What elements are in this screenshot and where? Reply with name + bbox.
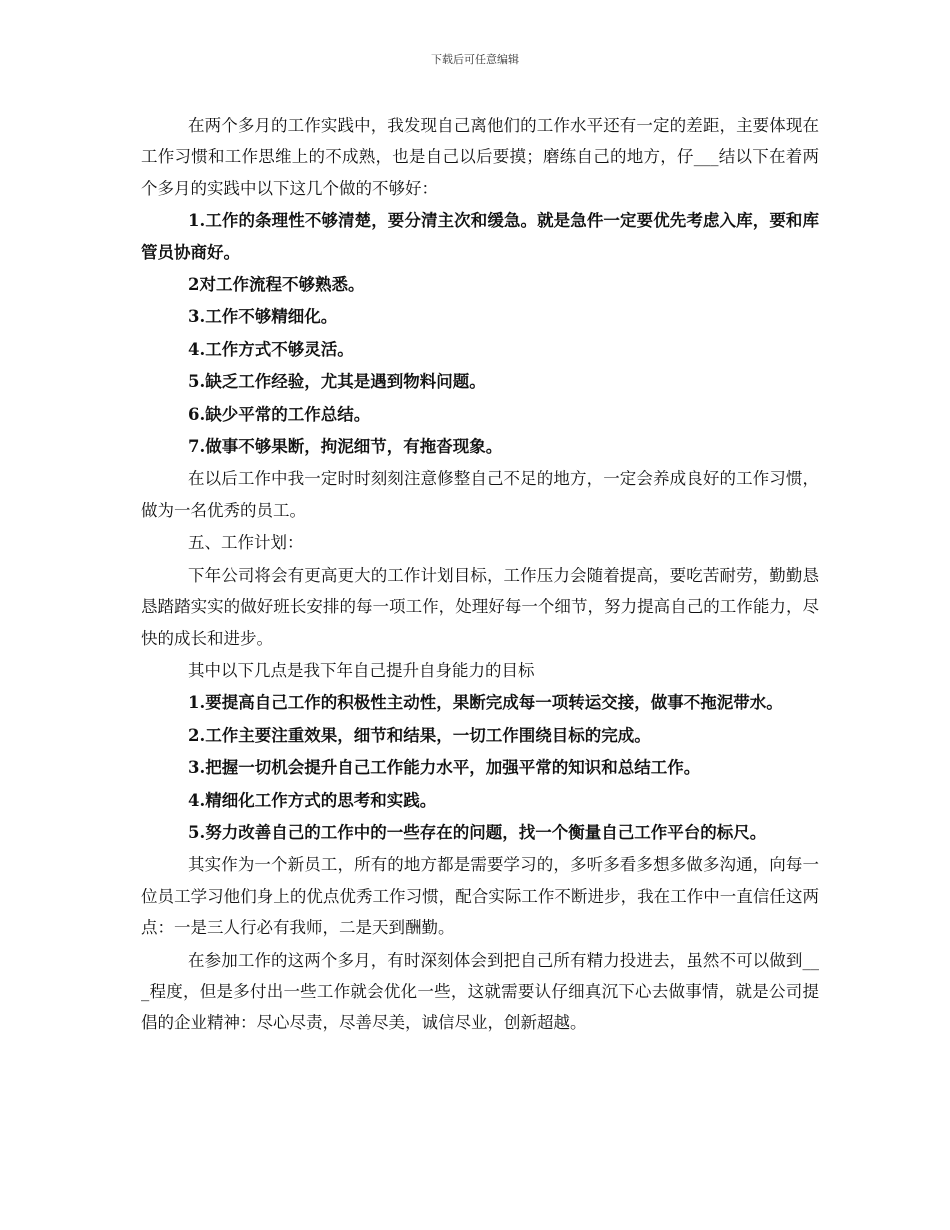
document-body [141,110,819,1040]
list-item: 3.把握一切机会提升自己工作能力水平，加强平常的知识和总结工作。 [188,758,701,778]
list-item: 2对工作流程不够熟悉。 [188,275,365,295]
paragraph: 下年公司将会有更高更大的工作计划目标，工作压力会随着提高，要吃苦耐劳，勤勤恳恳踏踏实实的做好班长安排的每一项工作，处理好每一个细节，努力提高自己的工作能力，尽快的成长和进步。 [141,565,819,648]
paragraph: 在以后工作中我一定时时刻刻注意修整自己不足的地方，一定会养成良好的工作习惯，做为一名优秀的员工。 [141,469,819,520]
paragraph: 其中以下几点是我下年自己提升自身能力的目标 [188,660,535,680]
list-item: 5.缺乏工作经验，尤其是遇到物料问题。 [188,372,486,392]
paragraph: 在两个多月的工作实践中，我发现自己离他们的工作水平还有一定的差距，主要体现在工作习惯和工作思维上的不成熟，也是自己以后要摸；磨练自己的地方，仔___结以下在着两个多月的实践中以下这几个做的不够好： [141,116,819,198]
list-item: 1.工作的条理性不够清楚，要分清主次和缓急。就是急件一定要优先考虑入库，要和库管员协商好。 [141,211,819,262]
list-item: 7.做事不够果断，拘泥细节，有拖沓现象。 [188,437,503,457]
list-item: 6.缺少平常的工作总结。 [188,404,371,424]
page-header: 下载后可任意编辑 [431,53,519,66]
list-item: 2.工作主要注重效果，细节和结果，一切工作围绕目标的完成。 [188,725,651,745]
list-item: 3.工作不够精细化。 [188,307,338,327]
list-item: 5.努力改善自己的工作中的一些存在的问题，找一个衡量自己工作平台的标尺。 [188,822,767,842]
paragraph: 其实作为一个新员工，所有的地方都是需要学习的，多听多看多想多做多沟通，向每一位员工学习他们身上的优点优秀工作习惯，配合实际工作不断进步，我在工作中一直信任这两点：一是三人行必有我师，二是天到酬勤。 [141,855,819,938]
paragraph: 在参加工作的这两个多月，有时深刻体会到把自己所有精力投进去，虽然不可以做到___程度，但是多付出一些工作就会优化一些，这就需要认仔细真沉下心去做事情，就是公司提倡的企业精神：尽心尽责，尽善尽美，诚信尽业，创新超越。 [141,950,819,1033]
list-item: 4.工作方式不够灵活。 [188,339,354,359]
list-item: 4.精细化工作方式的思考和实践。 [188,790,437,810]
list-item: 1.要提高自己工作的积极性主动性，果断完成每一项转运交接，做事不拖泥带水。 [188,693,783,713]
section-heading: 五、工作计划： [188,533,304,553]
